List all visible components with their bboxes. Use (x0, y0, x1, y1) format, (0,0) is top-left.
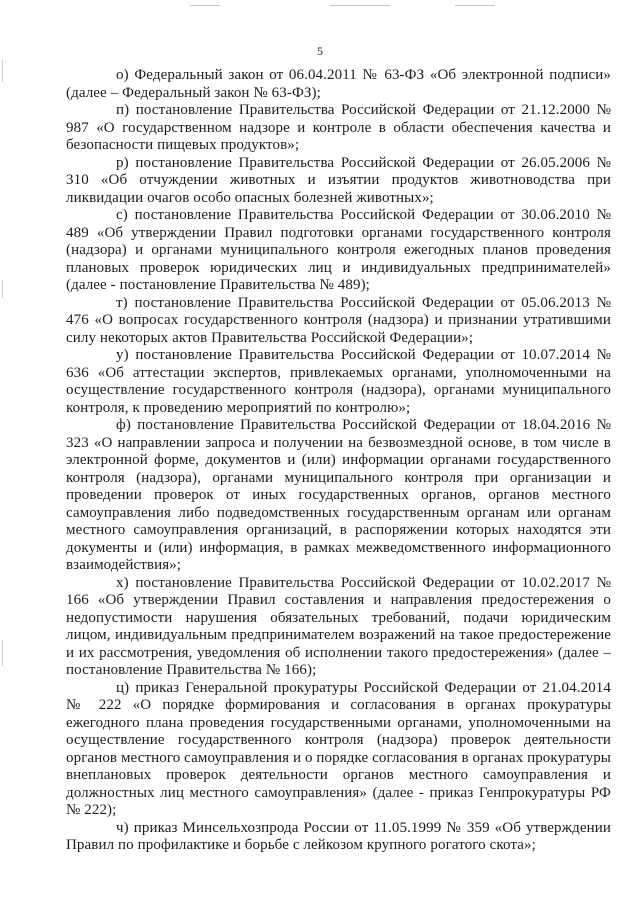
edge-tick (2, 280, 3, 298)
page-number: 5 (317, 44, 323, 58)
list-item-r: р) постановление Правительства Российской Федерации от 26.05.2006 № 310 «Об отчуждении животных и изъятии продуктов животноводства при ликвидации очагов особо опасных болезней животных»; (66, 154, 611, 206)
list-item-ch: ч) приказ Минсельхозпрода России от 11.05.1999 № 359 «Об утверждении Правил по профилактике и борьбе с лейкозом крупного рогатого скота»; (66, 819, 611, 853)
scan-mark (455, 5, 495, 6)
scan-mark (190, 5, 220, 6)
list-item-kh: х) постановление Правительства Российской Федерации от 10.02.2017 № 166 «Об утверждении Правил составления и направления предостережения о недопустимости нарушения обязательных требований, подачи юридическим лицом, индивидуальным предпринимателем возражений на такое предостережение и их рассмотрения, уведомления об исполнении такого предостережения» (далее – постановление Правительства № 166); (66, 574, 611, 678)
list-item-s: с) постановление Правительства Российской Федерации от 30.06.2010 № 489 «Об утверждении Правил подготовки органами государственного контроля (надзора) и органами муниципального контроля ежегодных планов проведения плановых проверок юридических лиц и индивидуальных предпринимателей» (далее - постановление Правительства № 489); (66, 207, 611, 293)
list-item-ts: ц) приказ Генеральной прокуратуры Российской Федерации от 21.04.2014 № 222 «О порядке формирования и согласования в органах прокуратуры ежегодного плана проведения государственными органами, уполномоченными на осуществление государственного контроля (надзора) проверок деятельности органов местного самоуправления и о порядке согласования в органах прокуратуры внеплановых проверок деятельности органов местного самоуправления и должностных лиц местного самоуправления» (далее - приказ Генпрокуратуры РФ № 222); (66, 679, 611, 818)
document-body (66, 67, 611, 855)
list-item-p: п) постановление Правительства Российской Федерации от 21.12.2000 № 987 «О государственном надзоре и контроле в области обеспечения качества и безопасности пищевых продуктов»; (66, 102, 611, 153)
list-item-o: о) Федеральный закон от 06.04.2011 № 63-ФЗ «Об электронной подписи» (далее – Федеральный закон № 63-ФЗ); (66, 67, 611, 101)
scan-mark (330, 5, 390, 6)
edge-tick (2, 640, 3, 666)
edge-tick (2, 60, 3, 82)
list-item-f: ф) постановление Правительства Российской Федерации от 18.04.2016 № 323 «О направлении запроса и получении на безвозмездной основе, в том числе в электронной форме, документов и (или) информации органами государственного контроля (надзора), органами муниципального контроля при организации и проведении проверок от иных государственных органов, органов местного самоуправления либо подведомственных государственным органам или органам местного самоуправления организаций, в распоряжении которых находятся эти документы и (или) информация, в рамках межведомственного информационного взаимодействия»; (66, 417, 611, 573)
list-item-u: у) постановление Правительства Российской Федерации от 10.07.2014 № 636 «Об аттестации экспертов, привлекаемых органами, уполномоченными на осуществление государственного контроля (надзора), органами муниципального контроля, к проведению мероприятий по контролю»; (66, 347, 611, 416)
list-item-t: т) постановление Правительства Российской Федерации от 05.06.2013 № 476 «О вопросах государственного контроля (надзора) и признании утратившими силу некоторых актов Правительства Российской Федерации»; (66, 294, 611, 346)
